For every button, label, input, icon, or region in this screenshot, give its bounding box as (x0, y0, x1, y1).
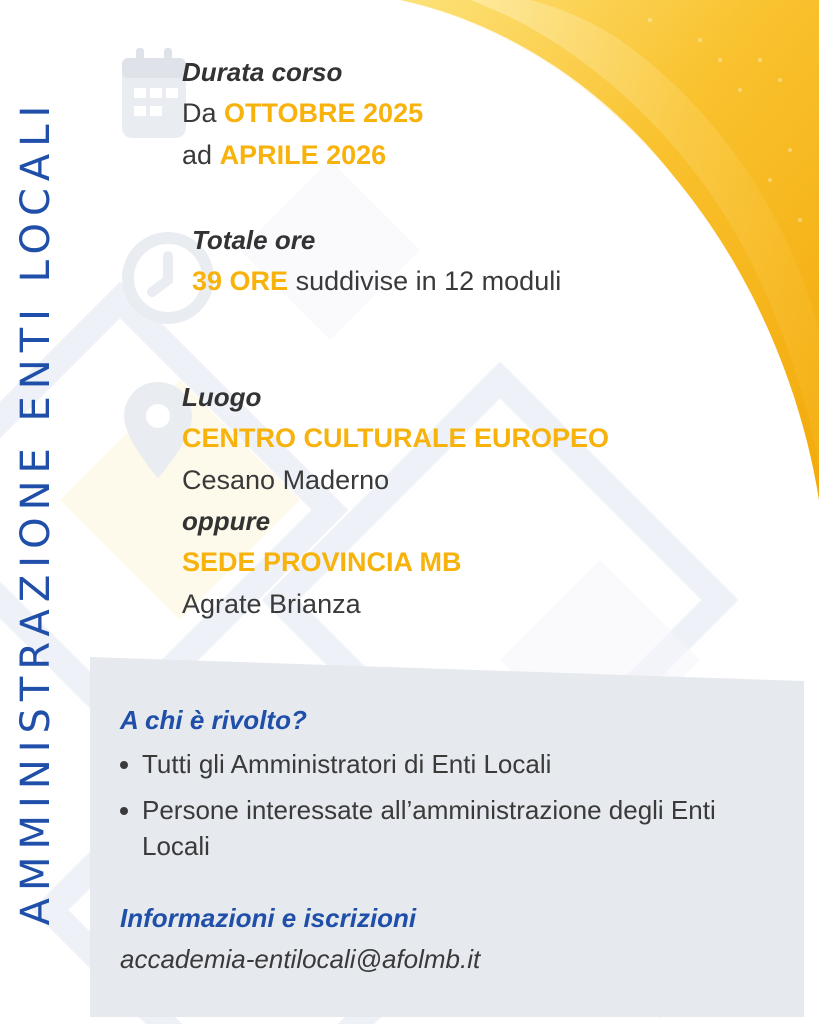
audience-title: A chi è rivolto? (120, 705, 307, 735)
location-or-label: oppure (182, 506, 271, 536)
info-title: Informazioni e iscrizioni (120, 903, 417, 933)
duration-label: Durata corso (182, 57, 343, 87)
hours-block (192, 220, 561, 302)
location-place1-name: CENTRO CULTURALE EUROPEO (182, 423, 610, 453)
location-label: Luogo (182, 382, 262, 412)
email-link[interactable]: accademia-entilocali@afolmb.it (120, 944, 481, 974)
hours-label: Totale ore (192, 225, 316, 255)
hours-line (192, 260, 561, 302)
list-item: Persone interessate all’amministrazione degli Enti Locali (120, 792, 720, 864)
location-place1-city: Cesano Maderno (182, 465, 390, 495)
audience-panel (120, 700, 790, 980)
hours-suffix: suddivise in 12 moduli (295, 266, 562, 296)
duration-to-prefix: ad (182, 140, 213, 170)
location-block (182, 377, 609, 625)
vertical-title (0, 0, 72, 1024)
location-place2-city: Agrate Brianza (182, 589, 361, 619)
location-place2-name: SEDE PROVINCIA MB (182, 547, 462, 577)
calendar-icon (118, 44, 190, 144)
hours-value: 39 ORE (192, 266, 289, 296)
duration-from-prefix: Da (182, 98, 217, 128)
audience-list (120, 746, 790, 864)
duration-block (182, 52, 423, 176)
duration-to-value: APRILE 2026 (219, 140, 387, 170)
duration-from (182, 92, 423, 134)
duration-to (182, 134, 423, 176)
vertical-title-text: AMMINISTRAZIONE ENTI LOCALI (13, 98, 59, 926)
duration-from-value: OTTOBRE 2025 (224, 98, 424, 128)
list-item: Tutti gli Amministratori di Enti Locali (120, 746, 790, 782)
